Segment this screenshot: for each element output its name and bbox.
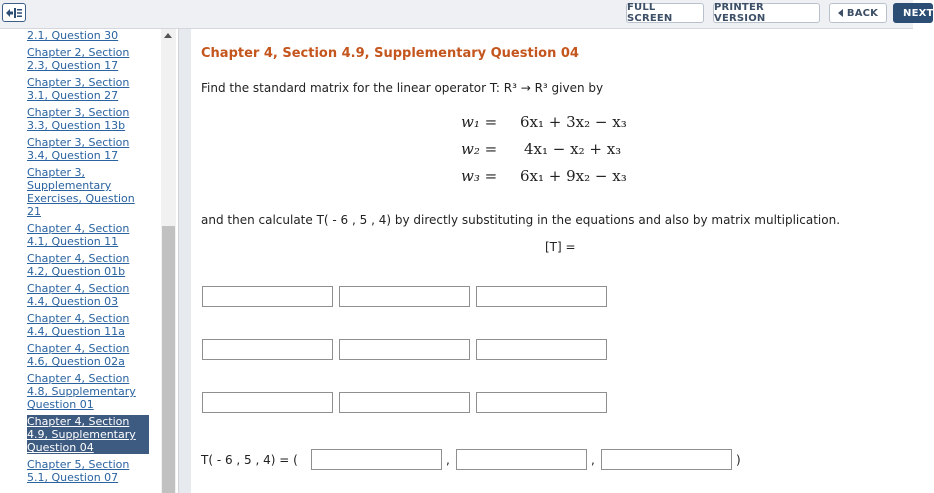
sidebar-item[interactable]: Chapter 4, Section 4.4, Question 11a [27, 312, 130, 338]
sidebar [0, 29, 178, 493]
sidebar-divider[interactable] [178, 29, 191, 493]
scrollbar-thumb[interactable] [162, 226, 175, 493]
matrix-input-r1c3[interactable] [476, 286, 607, 307]
sidebar-item-active[interactable]: Chapter 4, Section 4.9, Supplementary Question 04 [27, 415, 149, 454]
question-prompt: Find the standard matrix for the linear operator T: R³ → R³ given by [201, 81, 604, 95]
printer-version-button[interactable]: PRINTER VERSION [713, 3, 820, 23]
sidebar-item[interactable]: Chapter 4, Section 4.8, Supplementary Question 01 [27, 372, 136, 411]
matrix-input-r3c1[interactable] [202, 392, 333, 413]
full-screen-button[interactable]: FULL SCREEN [626, 3, 704, 23]
next-button[interactable]: NEXT [893, 3, 933, 23]
matrix-input-r2c3[interactable] [476, 339, 607, 360]
chevron-left-icon [838, 9, 844, 17]
collapse-sidebar-button[interactable] [2, 3, 26, 22]
result-label: T( - 6 , 5 , 4) = ( [201, 453, 298, 467]
matrix-input-r1c2[interactable] [339, 286, 470, 307]
matrix-input-r2c2[interactable] [339, 339, 470, 360]
sidebar-item[interactable]: Chapter 4, Section 4.1, Question 11 [27, 222, 130, 248]
result-input-2[interactable] [456, 449, 587, 470]
sidebar-item[interactable]: Chapter 3, Section 3.4, Question 17 [27, 136, 130, 162]
result-close-paren: ) [736, 453, 741, 467]
matrix-input-r3c2[interactable] [339, 392, 470, 413]
equation-rhs: 4x₁ − x₂ + x₃ [524, 140, 622, 158]
sidebar-item[interactable]: Chapter 3, Section 3.3, Question 13b [27, 106, 130, 132]
question-nav-list [27, 29, 149, 488]
sidebar-item[interactable]: Chapter 2, Section 2.3, Question 17 [27, 46, 130, 72]
collapse-sidebar-icon [5, 7, 23, 19]
scroll-up-arrow-icon[interactable] [164, 33, 172, 38]
sidebar-item[interactable]: Chapter 4, Section 4.2, Question 01b [27, 252, 130, 278]
sidebar-scrollbar[interactable] [161, 29, 176, 493]
back-label: BACK [846, 7, 879, 19]
result-input-3[interactable] [601, 449, 732, 470]
result-input-1[interactable] [311, 449, 442, 470]
sidebar-item[interactable]: Chapter 3, Supplementary Exercises, Question 21 [27, 166, 135, 218]
question-panel [191, 29, 913, 493]
sidebar-item[interactable]: Chapter 5, Section 5.1, Question 07 [27, 458, 130, 484]
back-button[interactable] [829, 3, 887, 23]
equation-lhs: w₂ = [461, 140, 498, 158]
result-comma: , [591, 453, 595, 467]
sidebar-item[interactable]: Chapter 3, Section 3.1, Question 27 [27, 76, 130, 102]
equation-lhs: w₃ = [461, 167, 498, 185]
sidebar-item[interactable]: 2.1, Question 30 [27, 29, 119, 42]
equation-rhs: 6x₁ + 3x₂ − x₃ [520, 113, 627, 131]
matrix-input-r3c3[interactable] [476, 392, 607, 413]
equation-lhs: w₁ = [461, 113, 498, 131]
sidebar-item[interactable]: Chapter 4, Section 4.4, Question 03 [27, 282, 130, 308]
matrix-input-r2c1[interactable] [202, 339, 333, 360]
top-toolbar [0, 0, 934, 29]
instruction-text: and then calculate T( - 6 , 5 , 4) by directly substituting in the equations and also by matrix multiplication. [201, 213, 841, 227]
result-comma: , [446, 453, 450, 467]
sidebar-item[interactable]: Chapter 4, Section 4.6, Question 02a [27, 342, 130, 368]
question-title: Chapter 4, Section 4.9, Supplementary Question 04 [201, 46, 579, 61]
equation-rhs: 6x₁ + 9x₂ − x₃ [520, 167, 627, 185]
matrix-input-r1c1[interactable] [202, 286, 333, 307]
matrix-label: [T] = [545, 240, 576, 254]
